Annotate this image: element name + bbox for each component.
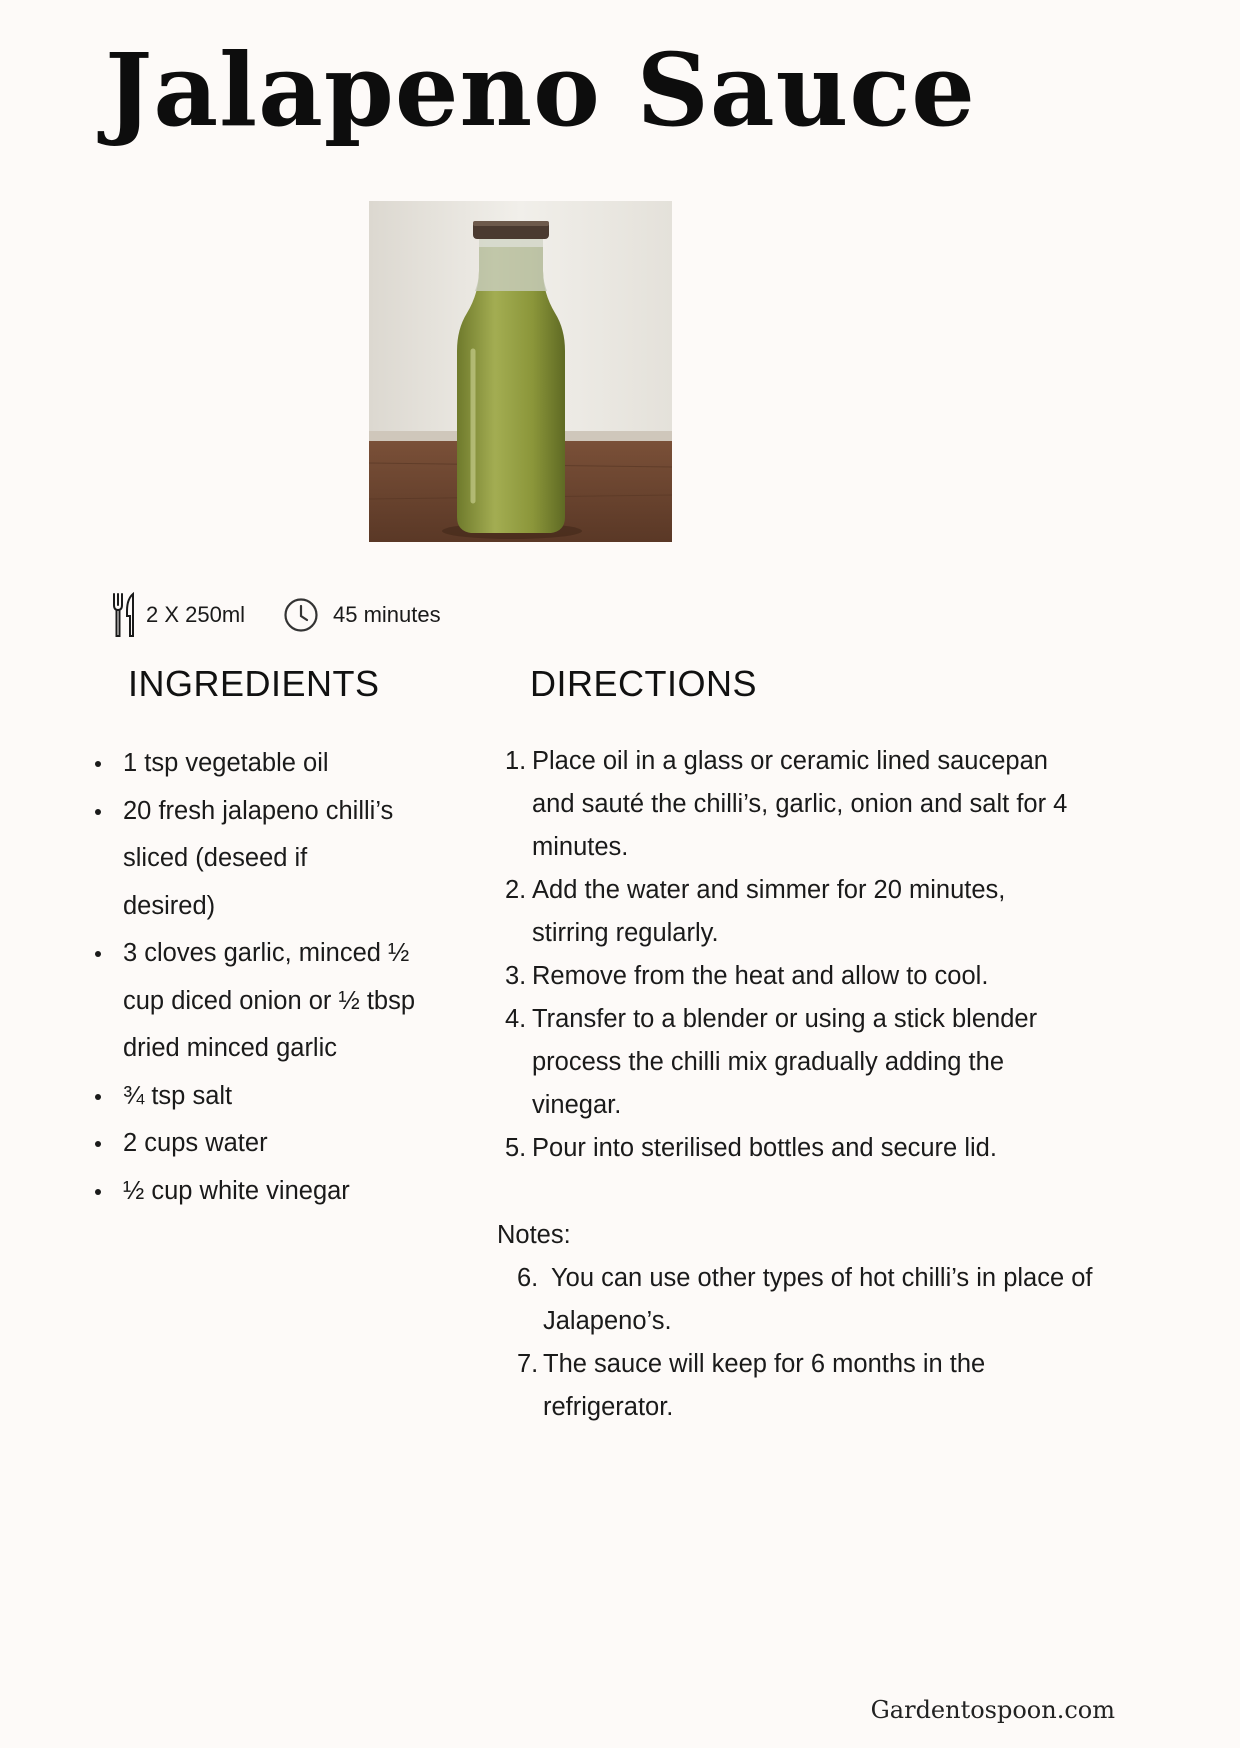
note-text: The sauce will keep for 6 months in the refrigerator.	[543, 1350, 986, 1421]
note-number: 6.	[517, 1264, 539, 1292]
list-item: 3 cloves garlic, minced ½ cup diced onion or ½ tbsp dried minced garlic	[90, 930, 470, 1073]
list-item	[505, 955, 1125, 998]
list-item: ½ cup white vinegar	[90, 1168, 470, 1216]
directions-list	[505, 740, 1125, 1170]
website-footer: Gardentospoon.com	[870, 1696, 1115, 1724]
step-text: Pour into sterilised bottles and secure lid.	[532, 1134, 997, 1162]
time-text: 45 minutes	[333, 602, 441, 627]
step-text: Place oil in a glass or ceramic lined saucepan and sauté the chilli’s, garlic, onion and salt for 4 minutes.	[532, 747, 1068, 861]
list-item: ¾ tsp salt	[90, 1073, 470, 1121]
list-item	[505, 869, 1125, 955]
list-item	[505, 740, 1125, 869]
list-item: 20 fresh jalapeno chilli’s sliced (deseed if desired)	[90, 788, 470, 931]
list-item	[505, 1127, 1125, 1170]
list-item	[517, 1257, 1117, 1343]
recipe-title: Jalapeno Sauce	[105, 31, 976, 149]
list-item	[517, 1343, 1117, 1429]
ingredients-heading: INGREDIENTS	[128, 663, 380, 704]
notes-label: Notes:	[497, 1221, 571, 1249]
step-text: Add the water and simmer for 20 minutes, stirring regularly.	[532, 876, 1006, 947]
notes-list	[517, 1257, 1117, 1429]
step-number: 4.	[505, 1005, 527, 1033]
directions-heading: DIRECTIONS	[530, 663, 758, 704]
servings-info	[112, 590, 245, 640]
clock-icon	[283, 597, 319, 633]
servings-text: 2 X 250ml	[146, 602, 246, 627]
sauce-bottle-photo	[369, 201, 672, 542]
cutlery-icon	[112, 591, 136, 639]
step-text: Transfer to a blender or using a stick blender process the chilli mix gradually adding the vinegar.	[532, 1005, 1038, 1119]
step-number: 1.	[505, 747, 527, 775]
ingredients-list	[90, 740, 470, 1215]
note-text: You can use other types of hot chilli’s in place of Jalapeno’s.	[543, 1264, 1093, 1335]
step-number: 5.	[505, 1134, 527, 1162]
step-number: 3.	[505, 962, 527, 990]
time-info	[283, 590, 441, 640]
list-item: 1 tsp vegetable oil	[90, 740, 470, 788]
list-item: 2 cups water	[90, 1120, 470, 1168]
note-number: 7.	[517, 1350, 539, 1378]
list-item	[505, 998, 1125, 1127]
step-number: 2.	[505, 876, 527, 904]
step-text: Remove from the heat and allow to cool.	[532, 962, 989, 990]
